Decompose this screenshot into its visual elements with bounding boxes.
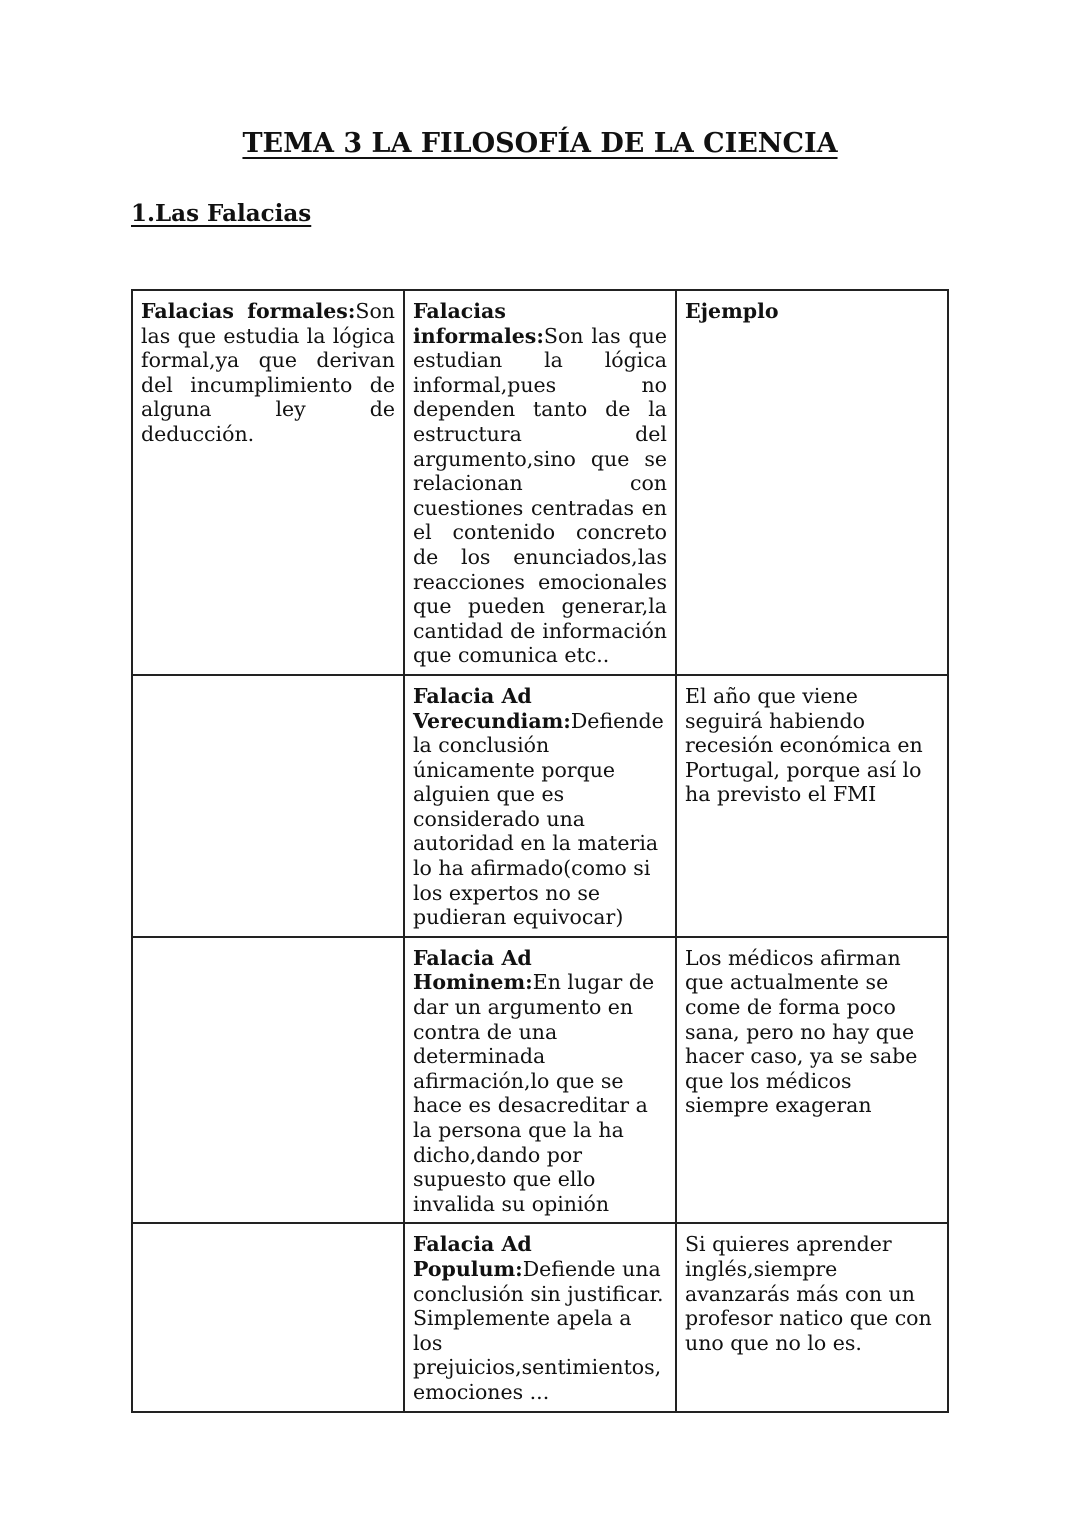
formal-fallacies-desc: Son las que estudia la lógica formal,ya que derivan del incumplimiento de alguna ley de deducción. (141, 299, 395, 446)
fallacies-table (131, 289, 949, 1413)
section-heading: 1.Las Falacias (131, 200, 312, 227)
table-row-header (132, 290, 948, 675)
formal-cell (132, 675, 404, 937)
fallacy-term: Falacia Ad Verecundiam: (413, 683, 571, 733)
table-row (132, 937, 948, 1224)
formal-cell (132, 937, 404, 1224)
formal-fallacies-term: Falacias formales: (141, 299, 356, 323)
fallacy-cell (404, 675, 676, 937)
page-title-text: TEMA 3 LA FILOSOFÍA DE LA CIENCIA (242, 128, 838, 159)
example-cell: Los médicos afirman que actualmente se come de forma poco sana, pero no hay que hacer caso, ya se sabe que los médicos siempre exageran (676, 937, 948, 1224)
table-row (132, 1223, 948, 1411)
fallacy-term: Falacia Ad Hominem: (413, 945, 533, 995)
example-cell: El año que viene seguirá habiendo recesión económica en Portugal, porque así lo ha previsto el FMI (676, 675, 948, 937)
fallacy-desc: Defiende una conclusión sin justificar. Simplemente apela a los prejuicios,sentimientos, emociones ... (413, 1256, 664, 1404)
page-title (0, 128, 1080, 159)
example-cell: Si quieres aprender inglés,siempre avanzarás más con un profesor natico que con uno que no lo es. (676, 1223, 948, 1411)
fallacy-desc: En lugar de dar un argumento en contra de una determinada afirmación,lo que se hace es desacreditar a la persona que la ha dicho,dando por supuesto que ello invalida su opinión (413, 970, 655, 1216)
informal-fallacies-cell (404, 290, 676, 675)
fallacy-cell (404, 1223, 676, 1411)
fallacy-cell (404, 937, 676, 1224)
example-header-cell (676, 290, 948, 675)
informal-fallacies-desc: Son las que estudian la lógica informal,pues no dependen tanto de la estructura del argumento,sino que se relacionan con cuestiones centradas en el contenido concreto de los enunciados,las reacciones emocionales que pueden generar,la cantidad de información que comunica etc.. (413, 323, 667, 668)
formal-cell (132, 1223, 404, 1411)
informal-fallacies-term: Falacias informales: (413, 299, 544, 348)
table-row (132, 675, 948, 937)
fallacy-desc: Defiende la conclusión únicamente porque alguien que es considerado una autoridad en la materia lo ha afirmado(como si los expertos no se pudieran equivocar) (413, 708, 664, 930)
formal-fallacies-cell (132, 290, 404, 675)
example-header: Ejemplo (685, 299, 779, 323)
fallacy-term: Falacia Ad Populum: (413, 1232, 532, 1281)
